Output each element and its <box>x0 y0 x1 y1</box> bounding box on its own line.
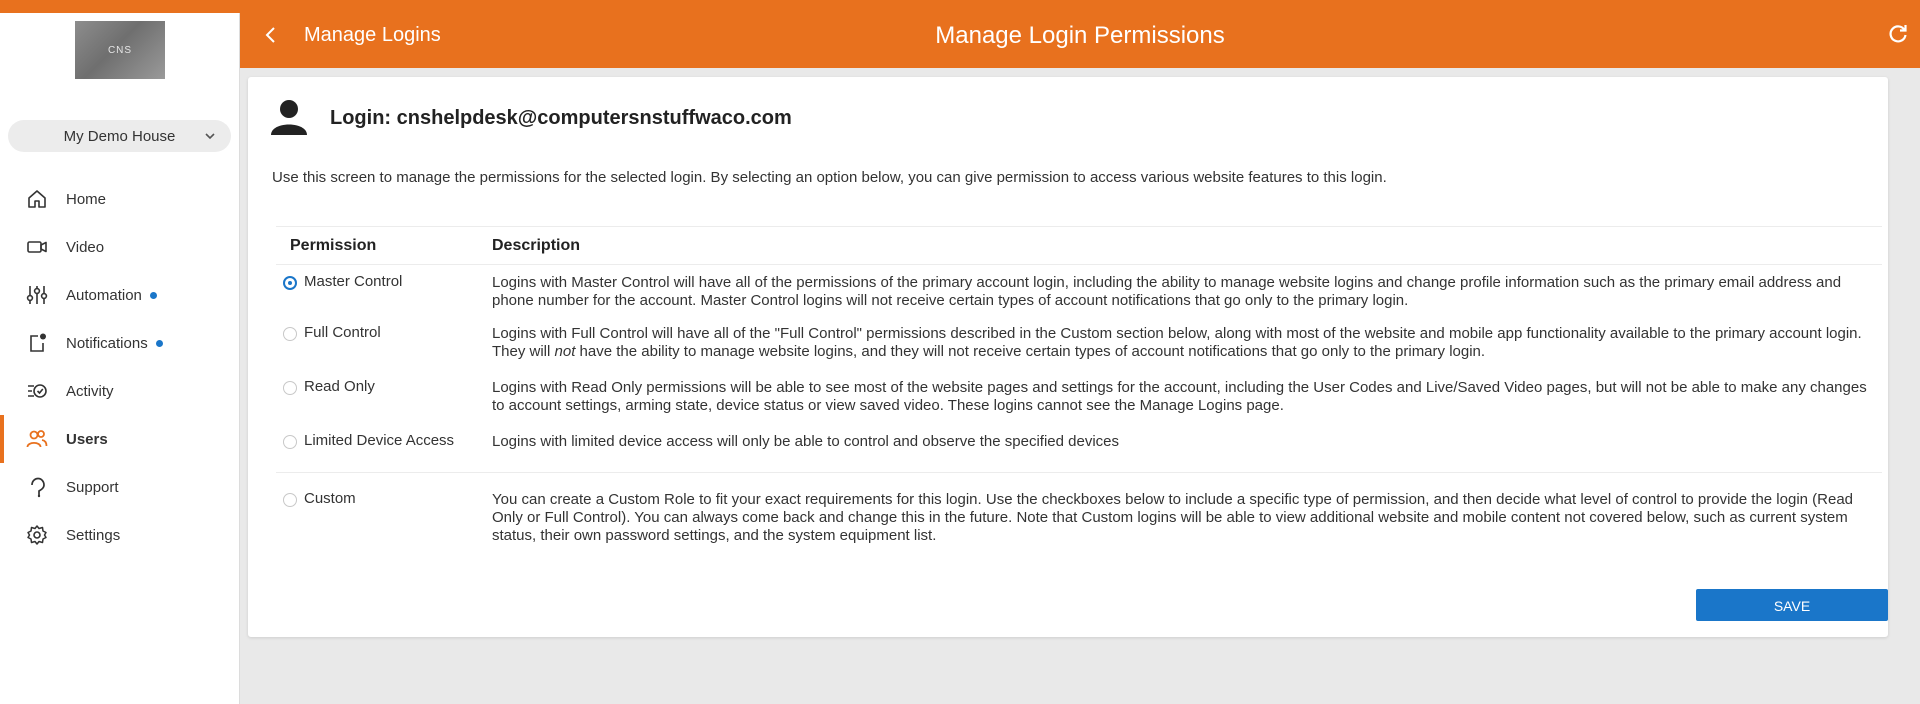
user-icon <box>270 99 308 135</box>
radio-custom[interactable] <box>283 493 297 507</box>
refresh-icon[interactable] <box>1886 22 1910 46</box>
permissions-card <box>248 77 1888 637</box>
logo-text: CNS <box>107 44 133 56</box>
option-label[interactable]: Custom <box>304 490 356 507</box>
option-label[interactable]: Master Control <box>304 273 403 290</box>
sidebar-item-settings[interactable] <box>0 511 239 559</box>
sidebar-item-label: Activity <box>66 382 114 400</box>
option-label[interactable]: Full Control <box>304 324 381 341</box>
sidebar <box>0 13 240 704</box>
sidebar-item-automation[interactable] <box>0 271 239 319</box>
option-description: Logins with limited device access will only be able to control and observe the specified devices <box>492 433 1120 450</box>
save-button[interactable]: SAVE <box>1696 589 1888 621</box>
chevron-down-icon <box>203 129 217 143</box>
sidebar-item-label: Automation <box>66 286 142 304</box>
video-icon <box>26 236 48 258</box>
activity-icon <box>26 380 48 402</box>
sidebar-item-users[interactable] <box>0 415 239 463</box>
sidebar-item-notifications[interactable] <box>0 319 239 367</box>
notification-dot <box>156 340 163 347</box>
option-description: You can create a Custom Role to fit your exact requirements for this login. Use the checkboxes below to include a specific type of permission, and then decide what level of control to provide the login (Read Only or Full Control). You can always come back and change this in the future. Note that Custom logins will be able to view additional website and mobile content not covered below, such as current system status, their own password settings, and the system equipment list. <box>492 491 1854 544</box>
home-icon <box>26 188 48 210</box>
gear-icon <box>26 524 48 546</box>
sidebar-nav <box>0 175 239 559</box>
sidebar-item-label: Home <box>66 190 107 208</box>
bell-icon <box>26 332 48 354</box>
radio-master-control[interactable] <box>283 276 297 290</box>
column-header-permission: Permission <box>290 237 377 254</box>
permission-row-custom <box>276 473 1882 553</box>
sidebar-item-label: Video <box>66 238 105 256</box>
headset-icon <box>26 476 48 498</box>
option-description: Logins with Master Control will have all of the permissions of the primary account login, including the ability to manage website logins and change profile information such as the primary email address and phone number for the account. Master Control logins will not receive certain types of account notifications that go only to the primary login. <box>492 274 1842 309</box>
radio-limited-device-access[interactable] <box>283 435 297 449</box>
intro-text: Use this screen to manage the permissions for the selected login. By selecting an option below, you can give permission to access various website features to this login. <box>272 169 1387 186</box>
site-select-label: My Demo House <box>63 127 176 145</box>
radio-read-only[interactable] <box>283 381 297 395</box>
login-title: Login: cnshelpdesk@computersnstuffwaco.com <box>330 107 792 129</box>
back-link[interactable]: Manage Logins <box>304 24 441 46</box>
table-header <box>276 226 1882 265</box>
sliders-icon <box>26 284 48 306</box>
permission-row-read-only <box>276 379 1882 433</box>
option-description: Logins with Read Only permissions will be able to see most of the website pages and settings for the account, including the User Codes and Live/Saved Video pages, but will not be able to make any changes to account settings, arming state, device status or view saved video. These logins cannot see the Manage Logins page. <box>492 379 1867 414</box>
option-label[interactable]: Limited Device Access <box>304 432 455 449</box>
permissions-table <box>276 226 1882 553</box>
users-icon <box>26 428 48 450</box>
company-logo[interactable] <box>75 21 165 79</box>
notification-dot <box>150 292 157 299</box>
site-select[interactable] <box>8 120 231 152</box>
sidebar-item-label: Support <box>66 478 119 496</box>
page-title: Manage Login Permissions <box>935 22 1225 49</box>
page-header <box>240 0 1920 68</box>
sidebar-item-activity[interactable] <box>0 367 239 415</box>
column-header-description: Description <box>492 237 581 254</box>
option-description: Logins with Full Control will have all of the "Full Control" permissions described in the Custom section below, along with most of the website and mobile app functionality available to the primary account login. They will not have the ability to manage website logins, and they will not receive certain types of account notifications that go only to the primary login. <box>492 325 1862 360</box>
permission-row-full-control <box>276 325 1882 379</box>
option-label[interactable]: Read Only <box>304 378 375 395</box>
permission-row-master-control <box>276 265 1882 325</box>
sidebar-item-label: Users <box>66 430 108 448</box>
sidebar-item-support[interactable] <box>0 463 239 511</box>
sidebar-item-video[interactable] <box>0 223 239 271</box>
sidebar-item-label: Notifications <box>66 334 148 352</box>
radio-full-control[interactable] <box>283 327 297 341</box>
sidebar-item-label: Settings <box>66 526 121 544</box>
permission-row-limited-device-access <box>276 433 1882 472</box>
sidebar-item-home[interactable] <box>0 175 239 223</box>
